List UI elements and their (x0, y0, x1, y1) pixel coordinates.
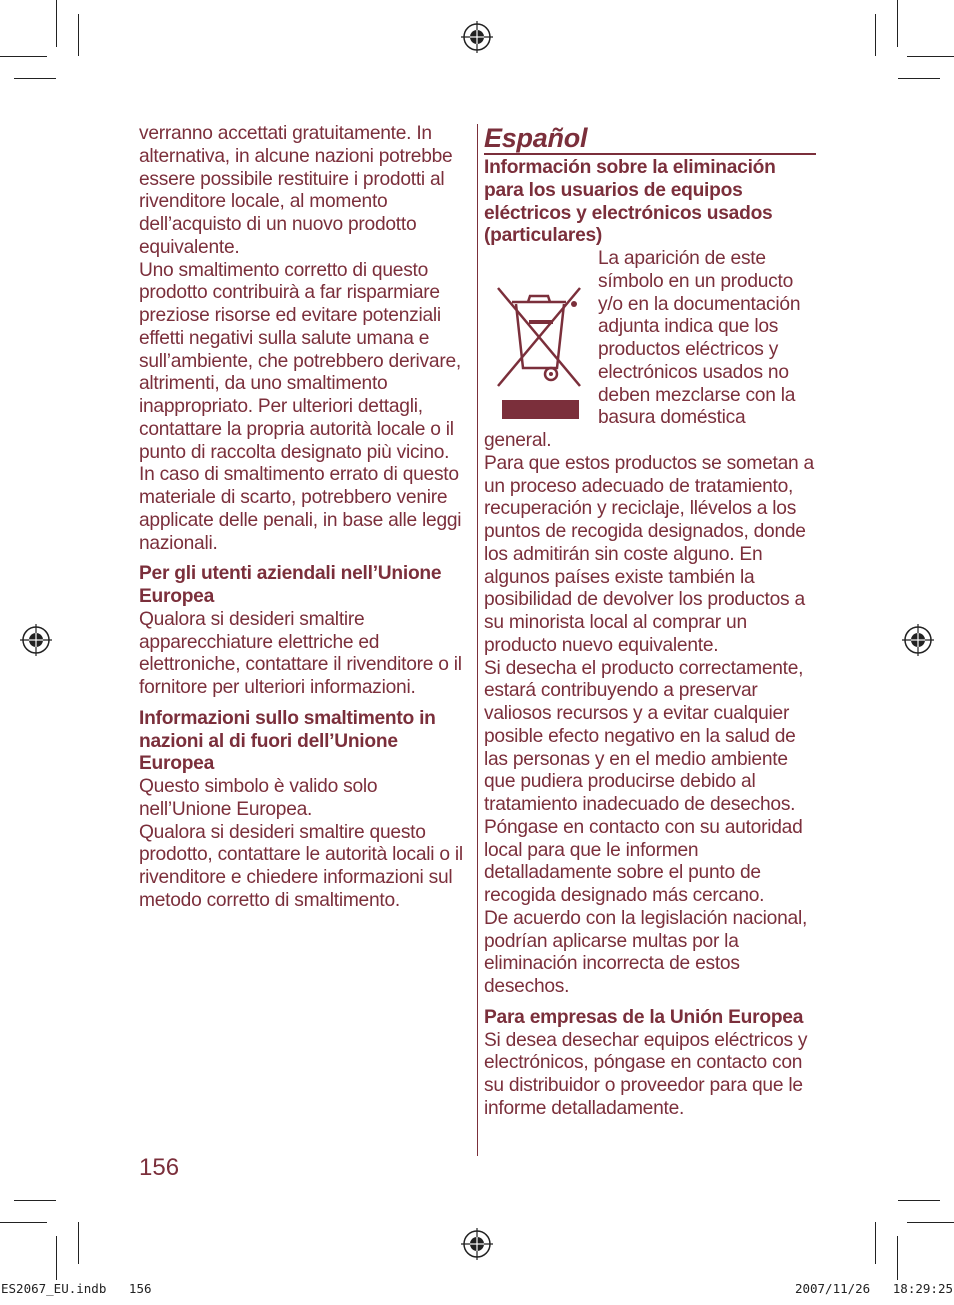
crop-mark (14, 1200, 56, 1201)
paragraph: Si desecha el producto correctamente, estará contribuyendo a preservar valiosos recursos y a evitar cualquier posible efecto negativo en la salud de las personas y en el medio ambiente que pudiera producirse debido al tratamiento inadecuado de desechos. Póngase en contacto con su autoridad local para que le informen detalladamente sobre el punto de recogida designado más cercano. (484, 657, 804, 906)
paragraph: Qualora si desideri smaltire questo prodotto, contattare le autorità locali o il rivenditore e chiedere informazioni sul metodo corretto di smaltimento. (139, 821, 463, 911)
crop-mark (897, 0, 898, 47)
footer-timestamp (795, 1281, 953, 1296)
crop-mark (907, 1222, 954, 1223)
registration-mark-icon (461, 1228, 493, 1260)
paragraph: De acuerdo con la legislación nacional, podrían aplicarse multas por la eliminación incorrecta de estos desechos. (484, 907, 808, 997)
footer-file-info (1, 1281, 152, 1296)
crop-mark (0, 56, 47, 57)
crop-mark (897, 1236, 898, 1280)
footer-file-text: ES2067_EU.indb 156 (1, 1281, 152, 1296)
paragraph: verranno accettati gratuitamente. In alternativa, in alcune nazioni potrebbe essere possibile restituire i prodotti al rivenditore locale, al momento dell’acquisto di un nuovo prodotto equivalente. (139, 123, 453, 258)
registration-mark-icon (20, 624, 52, 656)
crop-mark (14, 78, 56, 79)
crop-mark (907, 56, 954, 57)
crop-mark (0, 1222, 47, 1223)
paragraph: Questo simbolo è valido solo nell’Unione Europea. (139, 776, 378, 820)
paragraph: Si desea desechar equipos eléctricos y electrónicos, póngase en contacto con su distribuidor o proveedor para que le informe detalladamente. (484, 1029, 808, 1119)
language-title: Español (484, 123, 816, 155)
footer-timestamp-text: 2007/11/26 18:29:25 (794, 1281, 953, 1296)
crop-mark (56, 0, 57, 47)
column-divider (477, 124, 478, 1156)
registration-mark-icon (902, 624, 934, 656)
crop-mark (56, 1236, 57, 1280)
symbol-description: La aparición de este símbolo en un producto y/o en la documentación adjunta indica que los productos eléctricos y electrónicos usados no deben mezclarse con la basura doméstica general. (484, 248, 801, 451)
section-heading-business-eu-es: Para empresas de la Unión Europea (484, 1006, 804, 1028)
section-heading-outside-eu: Informazioni sullo smaltimento in nazioni al di fuori dell’Unione Europea (139, 707, 436, 775)
paragraph: Qualora si desideri smaltire apparecchiature elettriche ed elettroniche, contattare il rivenditore o il fornitore per ulteriori informazioni. (139, 608, 462, 698)
crop-mark (898, 78, 940, 79)
page-number: 156 (139, 1154, 180, 1181)
section-heading-disposal-info: Información sobre la eliminación para los usuarios de equipos eléctricos y electrónicos usados (particulares) (484, 157, 776, 247)
crop-mark (78, 1222, 79, 1264)
paragraph: Uno smaltimento corretto di questo prodotto contribuirà a far risparmiare preziose risorse ed evitare potenziali effetti negativi sulla salute umana e sull’ambiente, che potrebbero derivare, altrimenti, da uno smaltimento inappropriato. Per ulteriori dettagli, contattare la propria autorità locale o il punto di raccolta designato più vicino. In caso di smaltimento errato di questo materiale di scarto, potrebbero venire applicate delle penali, in base alle leggi nazionali. (139, 259, 462, 554)
right-column-spanish (484, 123, 816, 1121)
left-column-italian (139, 123, 469, 913)
crop-mark (875, 1222, 876, 1264)
crop-mark (875, 14, 876, 56)
paragraph: Para que estos productos se sometan a un proceso adecuado de tratamiento, recuperación y reciclaje, llévelos a los puntos de recogida designados, donde los admitirán sin coste alguno. En algunos países existe también la posibilidad de devolver los productos a su minorista local al comprar un producto nuevo equivalente. (484, 452, 814, 656)
section-heading-business-eu: Per gli utenti aziendali nell’Unione Europea (139, 563, 442, 607)
symbol-block (484, 248, 816, 453)
crop-mark (78, 14, 79, 56)
crossed-out-wheelie-bin-icon (484, 248, 598, 426)
bin-underline-bar (502, 400, 579, 419)
registration-mark-icon (461, 21, 493, 53)
crop-mark (898, 1200, 940, 1201)
